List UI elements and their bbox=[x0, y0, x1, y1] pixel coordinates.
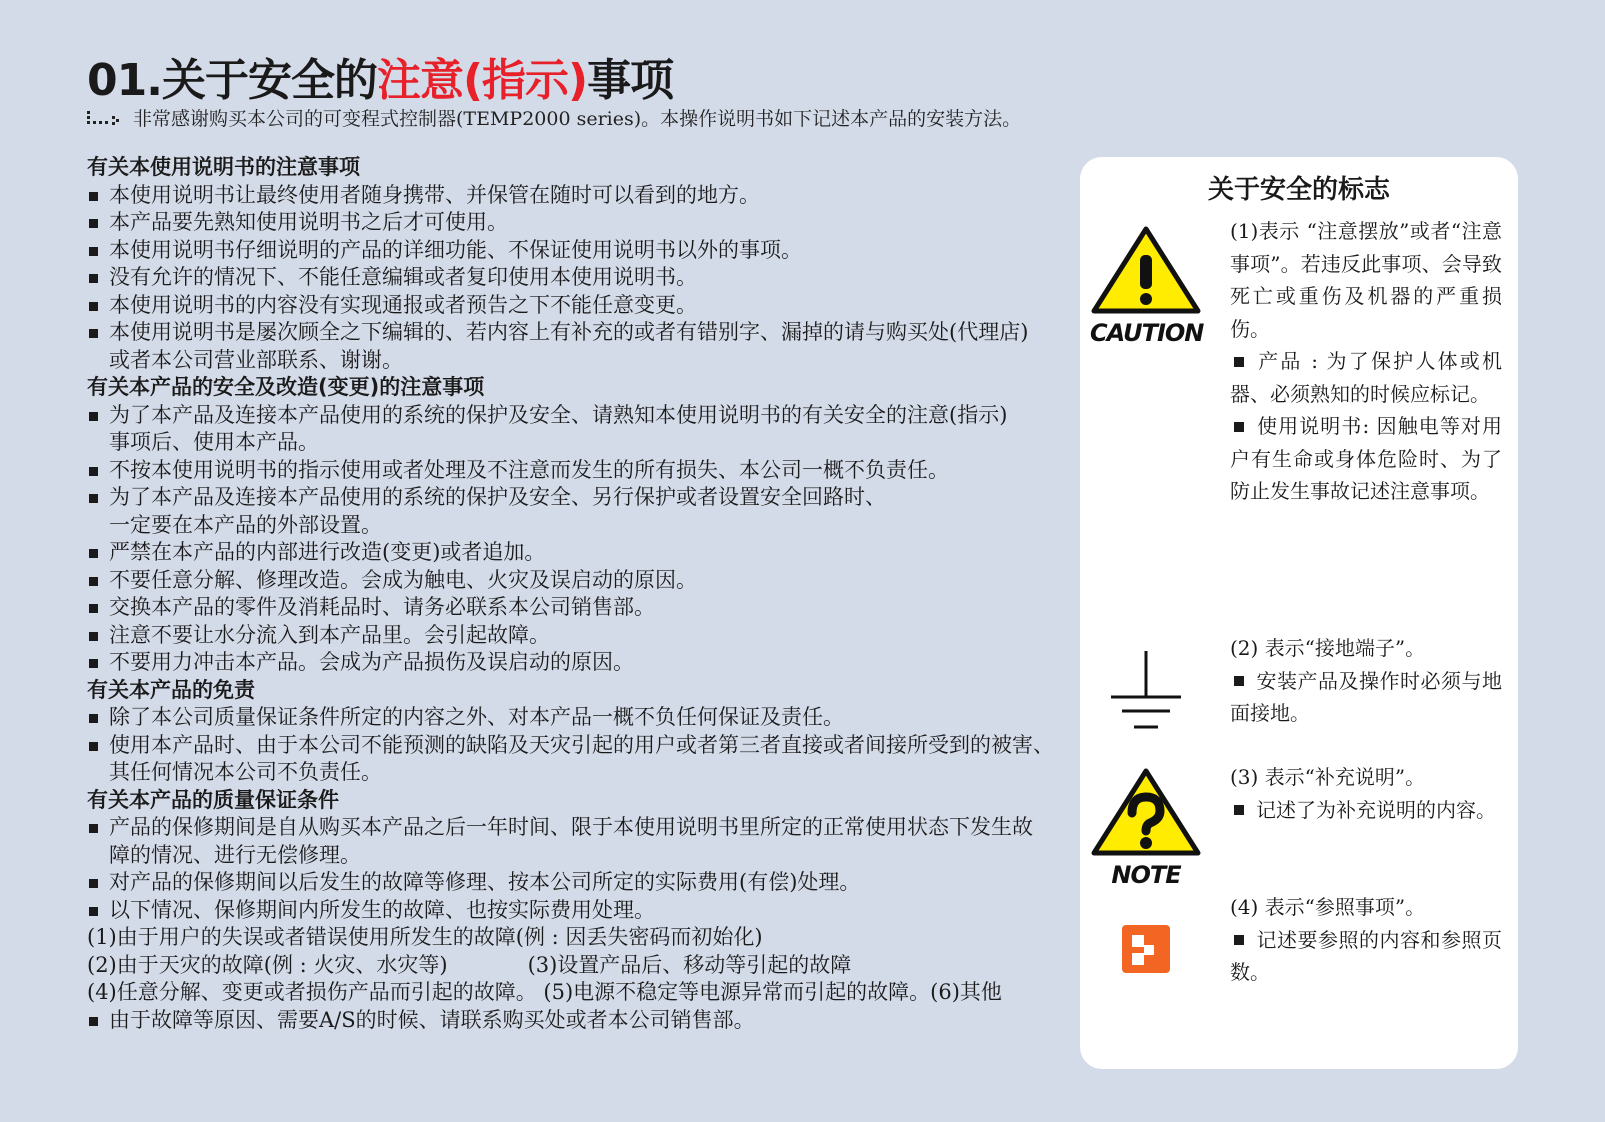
list-item: 使用本产品时、由于本公司不能预测的缺陷及天灾引起的用户或者第三者直接或者间接所受到的被害、 bbox=[87, 732, 1047, 760]
list-item: 产品的保修期间是自从购买本产品之后一年时间、限于本使用说明书里所定的正常使用状态下发生故 bbox=[87, 814, 1047, 842]
list-item-continuation: 其任何情况本公司不负责任。 bbox=[109, 760, 382, 784]
reference-description: (4) 表示“参照事项”。 记述要参照的内容和参照页数。 bbox=[1230, 895, 1502, 984]
page-title bbox=[87, 44, 673, 108]
list-item: 严禁在本产品的内部进行改造(变更)或者追加。 bbox=[87, 539, 1047, 567]
reference-icon bbox=[1122, 925, 1170, 973]
caution-description: (1)表示 “注意摆放”或者“注意事项”。若违反此事项、会导致死亡或重伤及机器的严重损伤。 产品 : 为了保护人体或机器、必须熟知的时候应标记。 使用说明书: 因触电等对用户有生命或身体危险时、为了防止发生事故记述注意事项。 bbox=[1230, 219, 1502, 503]
list-item-continuation: 一定要在本产品的外部设置。 bbox=[109, 512, 382, 537]
list-item: 不要任意分解、修理改造。会成为触电、火灾及误启动的原因。 bbox=[87, 567, 1047, 595]
list-item: 不按本使用说明书的指示使用或者处理及不注意而发生的所有损失、本公司一概不负责任。 bbox=[87, 457, 1047, 485]
list-item: 本使用说明书让最终使用者随身携带、并保管在随时可以看到的地方。 bbox=[87, 182, 1047, 210]
ground-symbol bbox=[1106, 647, 1186, 741]
dots-arrow-icon bbox=[87, 109, 123, 127]
title-suffix: 事项 bbox=[587, 55, 674, 106]
list-item: 本使用说明书是屡次顾全之下编辑的、若内容上有补充的或者有错别字、漏掉的请与购买处(代理店) bbox=[87, 319, 1047, 347]
ground-description: (2) 表示“接地端子”。 安装产品及操作时必须与地面接地。 bbox=[1230, 636, 1502, 725]
notes-column bbox=[87, 154, 1054, 1034]
warranty-case-line: (2)由于天灾的故障(例 : 火灾、水灾等) (3)设置产品后、移动等引起的故障 bbox=[87, 952, 852, 977]
list-item: 为了本产品及连接本产品使用的系统的保护及安全、另行保护或者设置安全回路时、 bbox=[87, 484, 1047, 512]
list-item-continuation: 障的情况、进行无偿修理。 bbox=[109, 842, 361, 867]
note-symbol bbox=[1090, 767, 1202, 889]
section-heading: 有关本产品的质量保证条件 bbox=[87, 787, 339, 812]
list-item: 注意不要让水分流入到本产品里。会引起故障。 bbox=[87, 622, 1047, 650]
title-highlight: 注意(指示) bbox=[376, 55, 588, 106]
caution-triangle-icon bbox=[1090, 225, 1202, 315]
list-item: 本产品要先熟知使用说明书之后才可使用。 bbox=[87, 209, 1047, 237]
note-caption: NOTE bbox=[1111, 861, 1181, 889]
list-item: 交换本产品的零件及消耗品时、请务必联系本公司销售部。 bbox=[87, 594, 1047, 622]
ground-terminal-icon bbox=[1106, 647, 1186, 737]
warranty-case-line: (4)任意分解、变更或者损伤产品而引起的故障。 (5)电源不稳定等电源异常而引起的故障。(6)其他 bbox=[87, 980, 1002, 1004]
section-heading: 有关本使用说明书的注意事项 bbox=[87, 155, 360, 179]
panel-title: 关于安全的标志 bbox=[1207, 175, 1390, 205]
list-item: 由于故障等原因、需要A/S的时候、请联系购买处或者本公司销售部。 bbox=[87, 1007, 1047, 1035]
list-item: 除了本公司质量保证条件所定的内容之外、对本产品一概不负任何保证及责任。 bbox=[87, 704, 1047, 732]
note-description: (3) 表示“补充说明”。 记述了为补充说明的内容。 bbox=[1230, 765, 1496, 822]
section-heading: 有关本产品的安全及改造(变更)的注意事项 bbox=[87, 375, 485, 399]
list-item: 没有允许的情况下、不能任意编辑或者复印使用本使用说明书。 bbox=[87, 264, 1047, 292]
list-item: 以下情况、保修期间内所发生的故障、也按实际费用处理。 bbox=[87, 897, 1047, 925]
warranty-case-line: (1)由于用户的失误或者错误使用所发生的故障(例 : 因丢失密码而初始化) bbox=[87, 925, 763, 949]
reference-symbol bbox=[1122, 925, 1170, 977]
list-item: 本使用说明书仔细说明的产品的详细功能、不保证使用说明书以外的事项。 bbox=[87, 237, 1047, 265]
list-item: 本使用说明书的内容没有实现通报或者预告之下不能任意变更。 bbox=[87, 292, 1047, 320]
list-item-continuation: 事项后、使用本产品。 bbox=[109, 430, 319, 454]
intro-text: 非常感谢购买本公司的可变程式控制器(TEMP2000 series)。本操作说明书如下记述本产品的安装方法。 bbox=[133, 108, 1022, 130]
list-item: 为了本产品及连接本产品使用的系统的保护及安全、请熟知本使用说明书的有关安全的注意(指示) bbox=[87, 402, 1047, 430]
list-item: 对产品的保修期间以后发生的故障等修理、按本公司所定的实际费用(有偿)处理。 bbox=[87, 869, 1047, 897]
list-item-continuation: 或者本公司营业部联系、谢谢。 bbox=[109, 347, 403, 372]
note-triangle-icon bbox=[1090, 767, 1202, 857]
caution-caption: CAUTION bbox=[1090, 319, 1204, 347]
list-item: 不要用力冲击本产品。会成为产品损伤及误启动的原因。 bbox=[87, 649, 1047, 677]
caution-symbol bbox=[1090, 225, 1202, 347]
title-prefix: 01.关于安全的 bbox=[87, 55, 377, 106]
safety-symbols-panel bbox=[1080, 157, 1518, 1069]
intro-line bbox=[87, 104, 1021, 131]
section-heading: 有关本产品的免责 bbox=[87, 677, 255, 702]
